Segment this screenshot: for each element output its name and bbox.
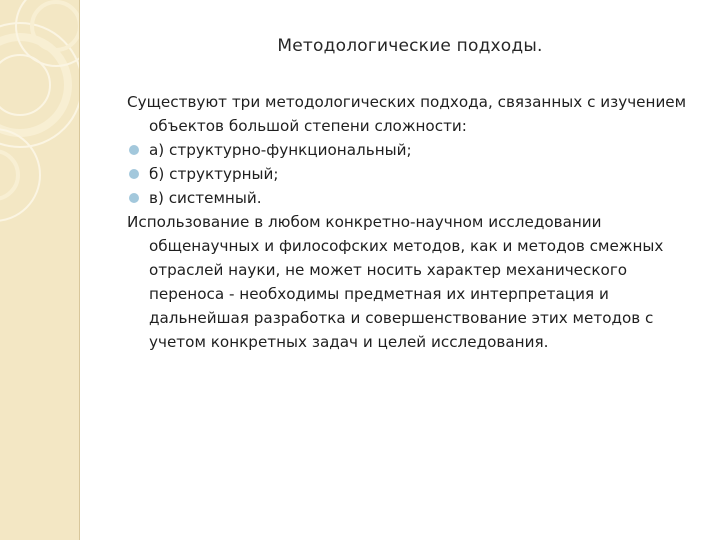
bullet-dot-icon [129,145,139,155]
intro-paragraph: Существуют три методологических подхода, связанных с изучением объектов большой степени сложности: [127,93,687,135]
slide-title: Методологические подходы. [277,36,543,56]
list-item-label: в) системный. [149,189,262,207]
decorative-sidebar [0,0,80,540]
list-item-label: б) структурный; [149,165,279,183]
list-item [127,138,707,162]
list-item-label: а) структурно-функциональный; [149,141,412,159]
list-item [127,162,707,186]
list-item [127,186,707,210]
slide-body [127,90,707,354]
bullet-dot-icon [129,169,139,179]
approach-list [127,138,707,210]
bullet-dot-icon [129,193,139,203]
decorative-circles [0,0,80,540]
sidebar-divider [79,0,80,540]
conclusion-paragraph: Использование в любом конкретно-научном исследовании общенаучных и философских методов, как и методов смежных отраслей науки, не может носить характер механического переноса - необходимы предметная их интерпретация и дальнейшая разработка и совершенствование этих методов с учетом конкретных задач и целей исследования. [127,213,664,351]
